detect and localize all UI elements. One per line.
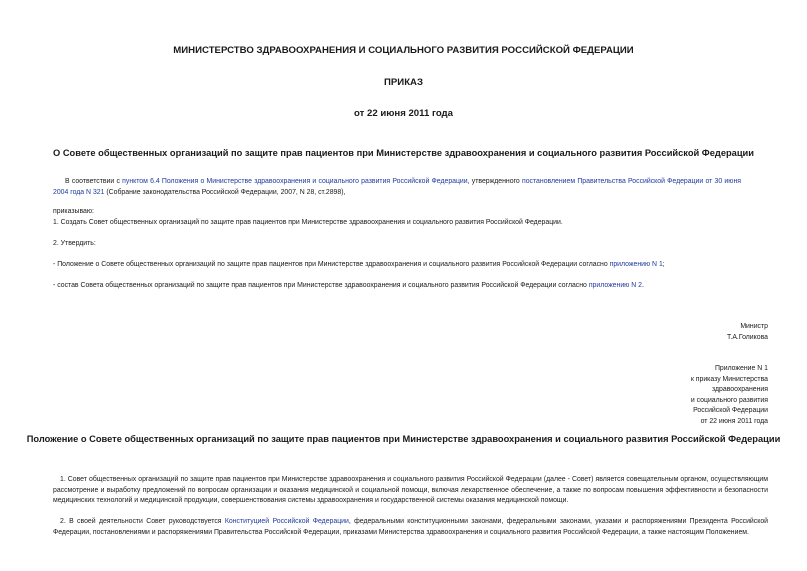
doc-type-heading: ПРИКАЗ xyxy=(384,77,423,88)
signature-name: Т.А.Голикова xyxy=(726,334,768,341)
approve-item-1-end: ; xyxy=(662,261,665,268)
appendix-line: и социального развития xyxy=(690,396,768,404)
order-date: от 22 июня 2011 года xyxy=(354,108,453,119)
approve-item-1 xyxy=(53,260,665,271)
approve-item-2 xyxy=(53,281,644,292)
appendix-line: от 22 июня 2011 года xyxy=(700,417,768,425)
appendix-line: к приказу Министерства xyxy=(690,375,768,383)
order-word: приказываю: xyxy=(53,208,94,215)
approve-item-2-end: . xyxy=(641,282,644,289)
appendix-paragraph-1: 1. Совет общественных организаций по защите прав пациентов при Министерстве здравоохранения и социального развития Российской Федерации (далее - Совет) является совещательным органом, осуществляющим рассмотрение и выработку предложений по вопросам организации и оказания медицинской и социальной помощи, включая лекарственное обеспечение, а также по вопросам повышения эффективности и безопасности медицинских технологий и медицинской продукции, совершенствования системы здравоохранения и государственной системы оказания медицинской помощи. xyxy=(53,476,768,505)
approve-item-2-text: - состав Совета общественных организаций по защите прав пациентов при Министерстве здравоохранения и социального развития Российской Федерации согласно xyxy=(53,282,589,289)
preamble-text-3: (Собрание законодательства Российской Федерации, 2007, N 28, ст.2898), xyxy=(104,188,346,196)
approve-item-1-text: - Положение о Совете общественных организаций по защите прав пациентов при Министерстве здравоохранения и социального развития Российской Федерации согласно xyxy=(53,261,610,268)
paragraph-2-rest: , федеральными конституционными законами, федеральными законами, указами и распоряжениями Президента Российской Федерации, постановлениями и распоряжениями Правительства Российской Федерации, приказами Министерства здравоохранения и социального развития Российской Федерации, а также настоящим Положением. xyxy=(53,518,769,536)
link-appendix-2[interactable]: приложению N 2 xyxy=(588,282,642,289)
appendix-line: здравоохранения xyxy=(712,386,768,394)
appendix-header xyxy=(600,364,768,428)
preamble-text-1: В соответствии с xyxy=(65,178,123,185)
ministry-heading: МИНИСТЕРСТВО ЗДРАВООХРАНЕНИЯ И СОЦИАЛЬНОГО РАЗВИТИЯ РОССИЙСКОЙ ФЕДЕРАЦИИ xyxy=(173,45,634,56)
paragraph-2-start: 2. В своей деятельности Совет руководствуется xyxy=(60,518,225,525)
link-constitution[interactable]: Конституцией Российской Федерации xyxy=(224,518,349,525)
order-title: О Совете общественных организаций по защите прав пациентов при Министерстве здравоохранения и социального развития Российской Федерации xyxy=(53,148,754,158)
order-item-1: 1. Создать Совет общественных организаций по защите прав пациентов при Министерстве здравоохранения и социального развития Российской Федерации. xyxy=(53,219,563,226)
appendix-title: Положение о Совете общественных организаций по защите прав пациентов при Министерстве здравоохранения и социального развития Российской Федерации xyxy=(26,434,781,444)
appendix-line: Российской Федерации xyxy=(693,407,768,415)
appendix-paragraph-2 xyxy=(53,517,768,538)
preamble-text-2: , утвержденного xyxy=(467,178,522,185)
order-item-2: 2. Утвердить: xyxy=(53,240,96,247)
signature-position: Министр xyxy=(740,323,768,330)
preamble xyxy=(53,177,741,198)
link-government-decree-321[interactable]: постановлением Правительства Российской Федерации от 30 июня 2004 года N 321 xyxy=(53,178,741,196)
link-regulation-6-4[interactable]: пунктом 6.4 Положения о Министерстве здравоохранения и социального развития Российской Федерации xyxy=(122,178,468,185)
link-appendix-1[interactable]: приложению N 1 xyxy=(609,261,663,268)
appendix-line: Приложение N 1 xyxy=(714,365,768,372)
